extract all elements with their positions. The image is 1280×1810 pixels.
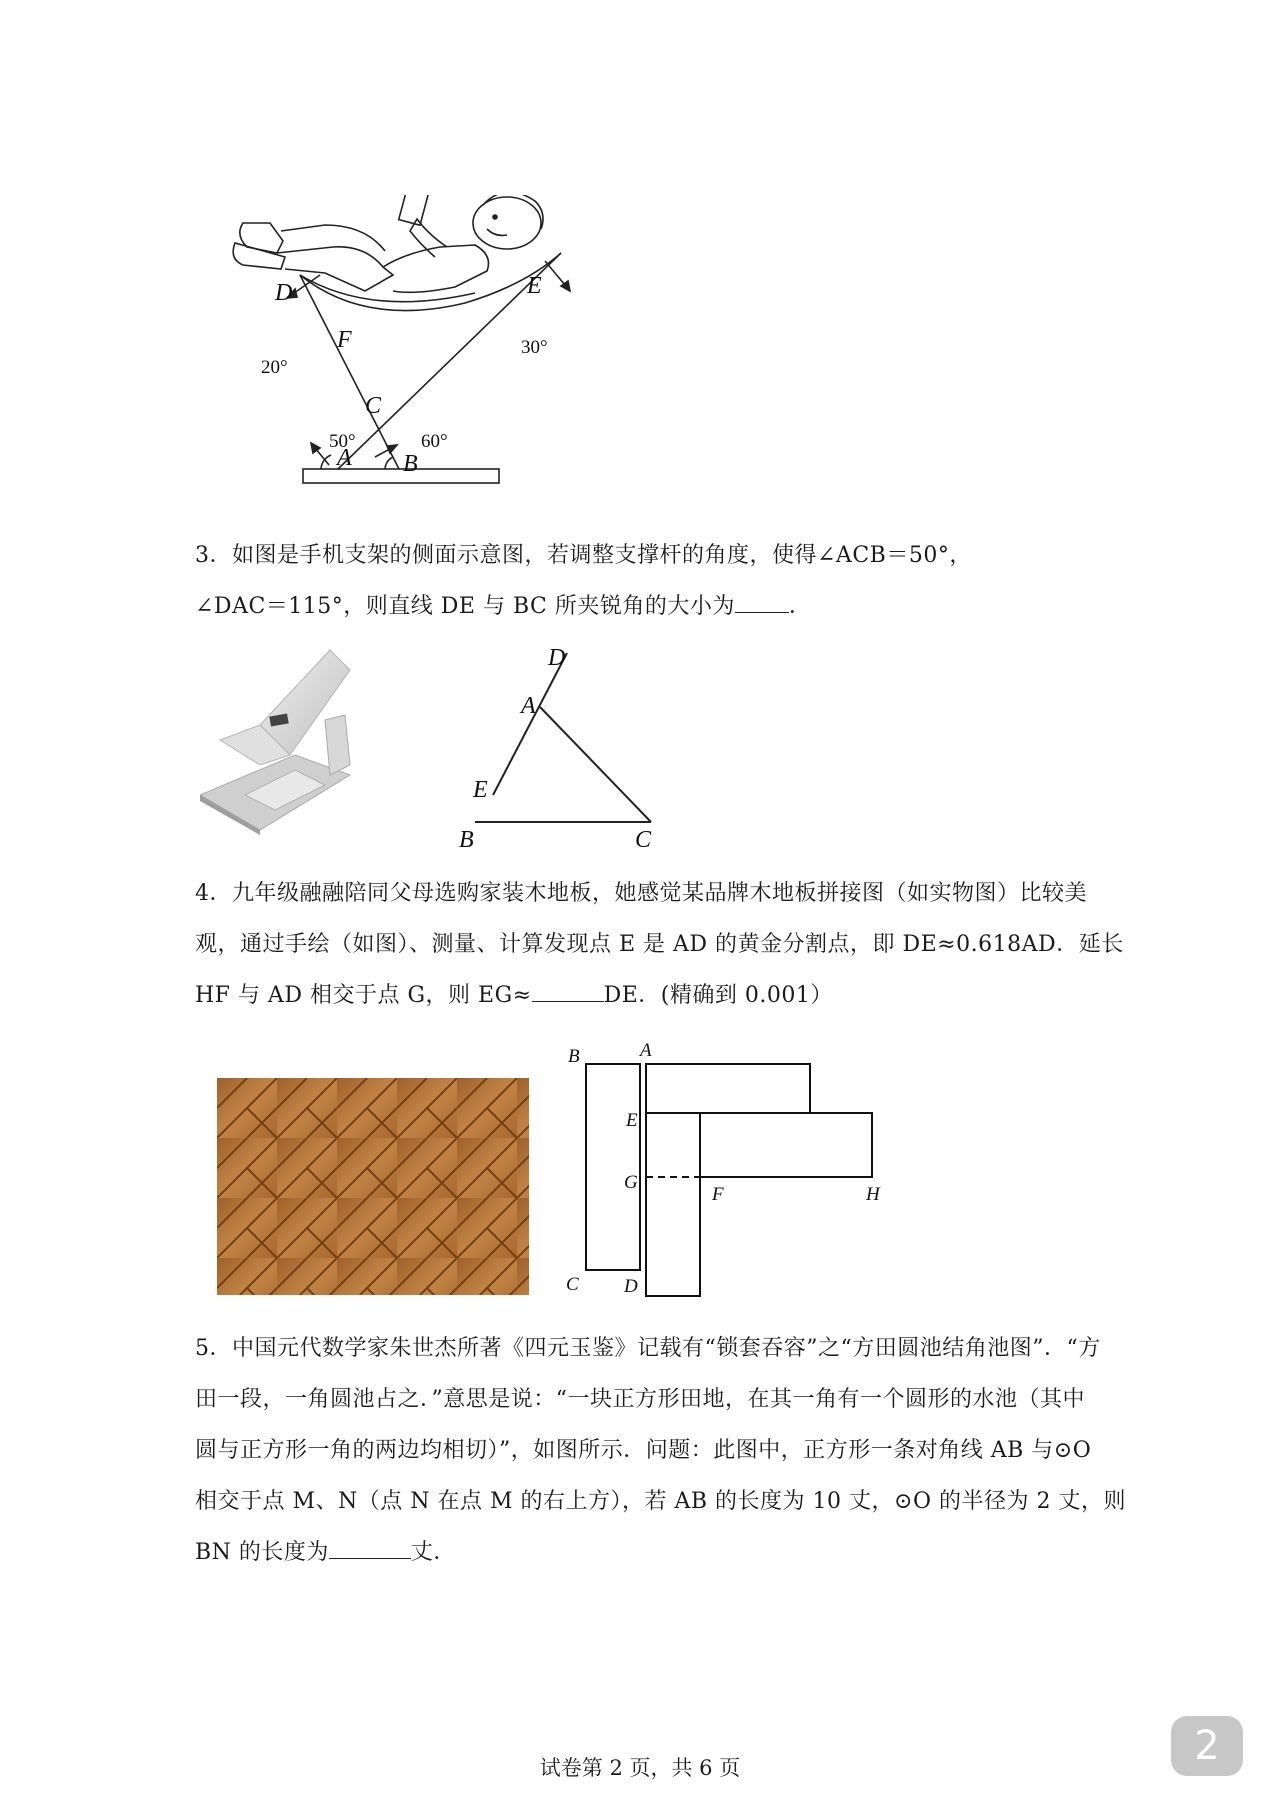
- floor-label-F: F: [712, 1184, 724, 1205]
- q3-line1: 3．如图是手机支架的侧面示意图，若调整支撑杆的角度，使得∠ACB＝50°，: [195, 543, 972, 568]
- tri-label-B: B: [459, 827, 474, 853]
- q5-line5: [195, 1527, 1095, 1578]
- q5-line5-end: 丈．: [410, 1540, 456, 1565]
- segment-ac: [540, 707, 651, 822]
- rect-fh: [700, 1113, 872, 1177]
- floor-label-C: C: [566, 1274, 579, 1295]
- q4-line2: 观，通过手绘（如图）、测量、计算发现点 E 是 AD 的黄金分割点，即 DE≈0.618AD．延长: [195, 932, 1124, 957]
- q5-answer-blank: [329, 1540, 411, 1559]
- reclining-chair-figure: [225, 195, 625, 495]
- chair-label-E: E: [527, 273, 542, 299]
- floor-label-H: H: [866, 1184, 880, 1205]
- floor-label-B: B: [568, 1046, 580, 1067]
- q3-answer-blank: [735, 594, 789, 613]
- q5-line4: 相交于点 M、N（点 N 在点 M 的右上方），若 AB 的长度为 10 丈，⊙O 的半径为 2 丈，则: [195, 1489, 1126, 1514]
- chair-label-C: C: [365, 393, 382, 419]
- q4-line3-text: HF 与 AD 相交于点 G，则 EG≈: [195, 983, 532, 1008]
- angle-50-label: 50°: [329, 431, 356, 452]
- angle-30-label: 30°: [521, 337, 548, 358]
- q4-line3-end: DE．(精确到 0.001）: [603, 983, 833, 1008]
- tri-label-C: C: [635, 827, 652, 853]
- tri-label-E: E: [473, 777, 488, 803]
- angle-60-label: 60°: [421, 431, 448, 452]
- chair-label-A: A: [337, 445, 352, 471]
- parquet-floor-photo: [217, 1078, 529, 1295]
- page-footer: 试卷第 2 页，共 6 页: [539, 1756, 741, 1780]
- triangle-figure: [455, 645, 685, 855]
- q5-line3: 圆与正方形一角的两边均相切）”，如图所示．问题：此图中，正方形一条对角线 AB 与⊙O: [195, 1438, 1092, 1463]
- angle-20-label: 20°: [261, 357, 288, 378]
- phone-stand-image: [200, 645, 440, 835]
- q3-line2-text: ∠DAC＝115°，则直线 DE 与 BC 所夹锐角的大小为: [195, 594, 735, 619]
- q5-line2: 田一段，一角圆池占之．”意思是说：“一块正方形田地，在其一角有一个圆形的水池（其中: [195, 1387, 1085, 1412]
- question-3: [195, 530, 1095, 632]
- rect-ed: [646, 1113, 700, 1296]
- page-number-badge: 2: [1171, 1716, 1243, 1776]
- q3-line2-end: ．: [788, 594, 812, 619]
- base-board: [303, 469, 499, 483]
- tri-label-D: D: [548, 645, 566, 671]
- seat-sling: [300, 253, 561, 311]
- q5-line5-text: BN 的长度为: [195, 1540, 329, 1565]
- chair-label-D: D: [275, 280, 293, 306]
- floor-label-E: E: [626, 1110, 638, 1131]
- question-5: [195, 1323, 1126, 1578]
- floor-label-D: D: [624, 1276, 638, 1297]
- rect-top: [646, 1064, 810, 1113]
- rect-bc: [586, 1064, 640, 1270]
- floor-label-A: A: [640, 1040, 652, 1061]
- q4-line1: 4．九年级融融陪同父母选购家装木地板，她感觉某品牌木地板拼接图（如实物图）比较美: [195, 881, 1088, 906]
- q5-line1: 5．中国元代数学家朱世杰所著《四元玉鉴》记载有“锁套吞容”之“方田圆池结角池图”．“方: [195, 1336, 1101, 1361]
- chair-label-B: B: [403, 451, 418, 477]
- chair-label-F: F: [337, 327, 352, 353]
- q4-answer-blank: [532, 983, 604, 1002]
- q3-line2: [195, 581, 1095, 632]
- floor-label-G: G: [624, 1172, 638, 1193]
- tri-label-A: A: [521, 693, 536, 719]
- floor-diagram: [560, 1040, 900, 1300]
- question-4: [195, 868, 1124, 1021]
- q4-line3: [195, 970, 1095, 1021]
